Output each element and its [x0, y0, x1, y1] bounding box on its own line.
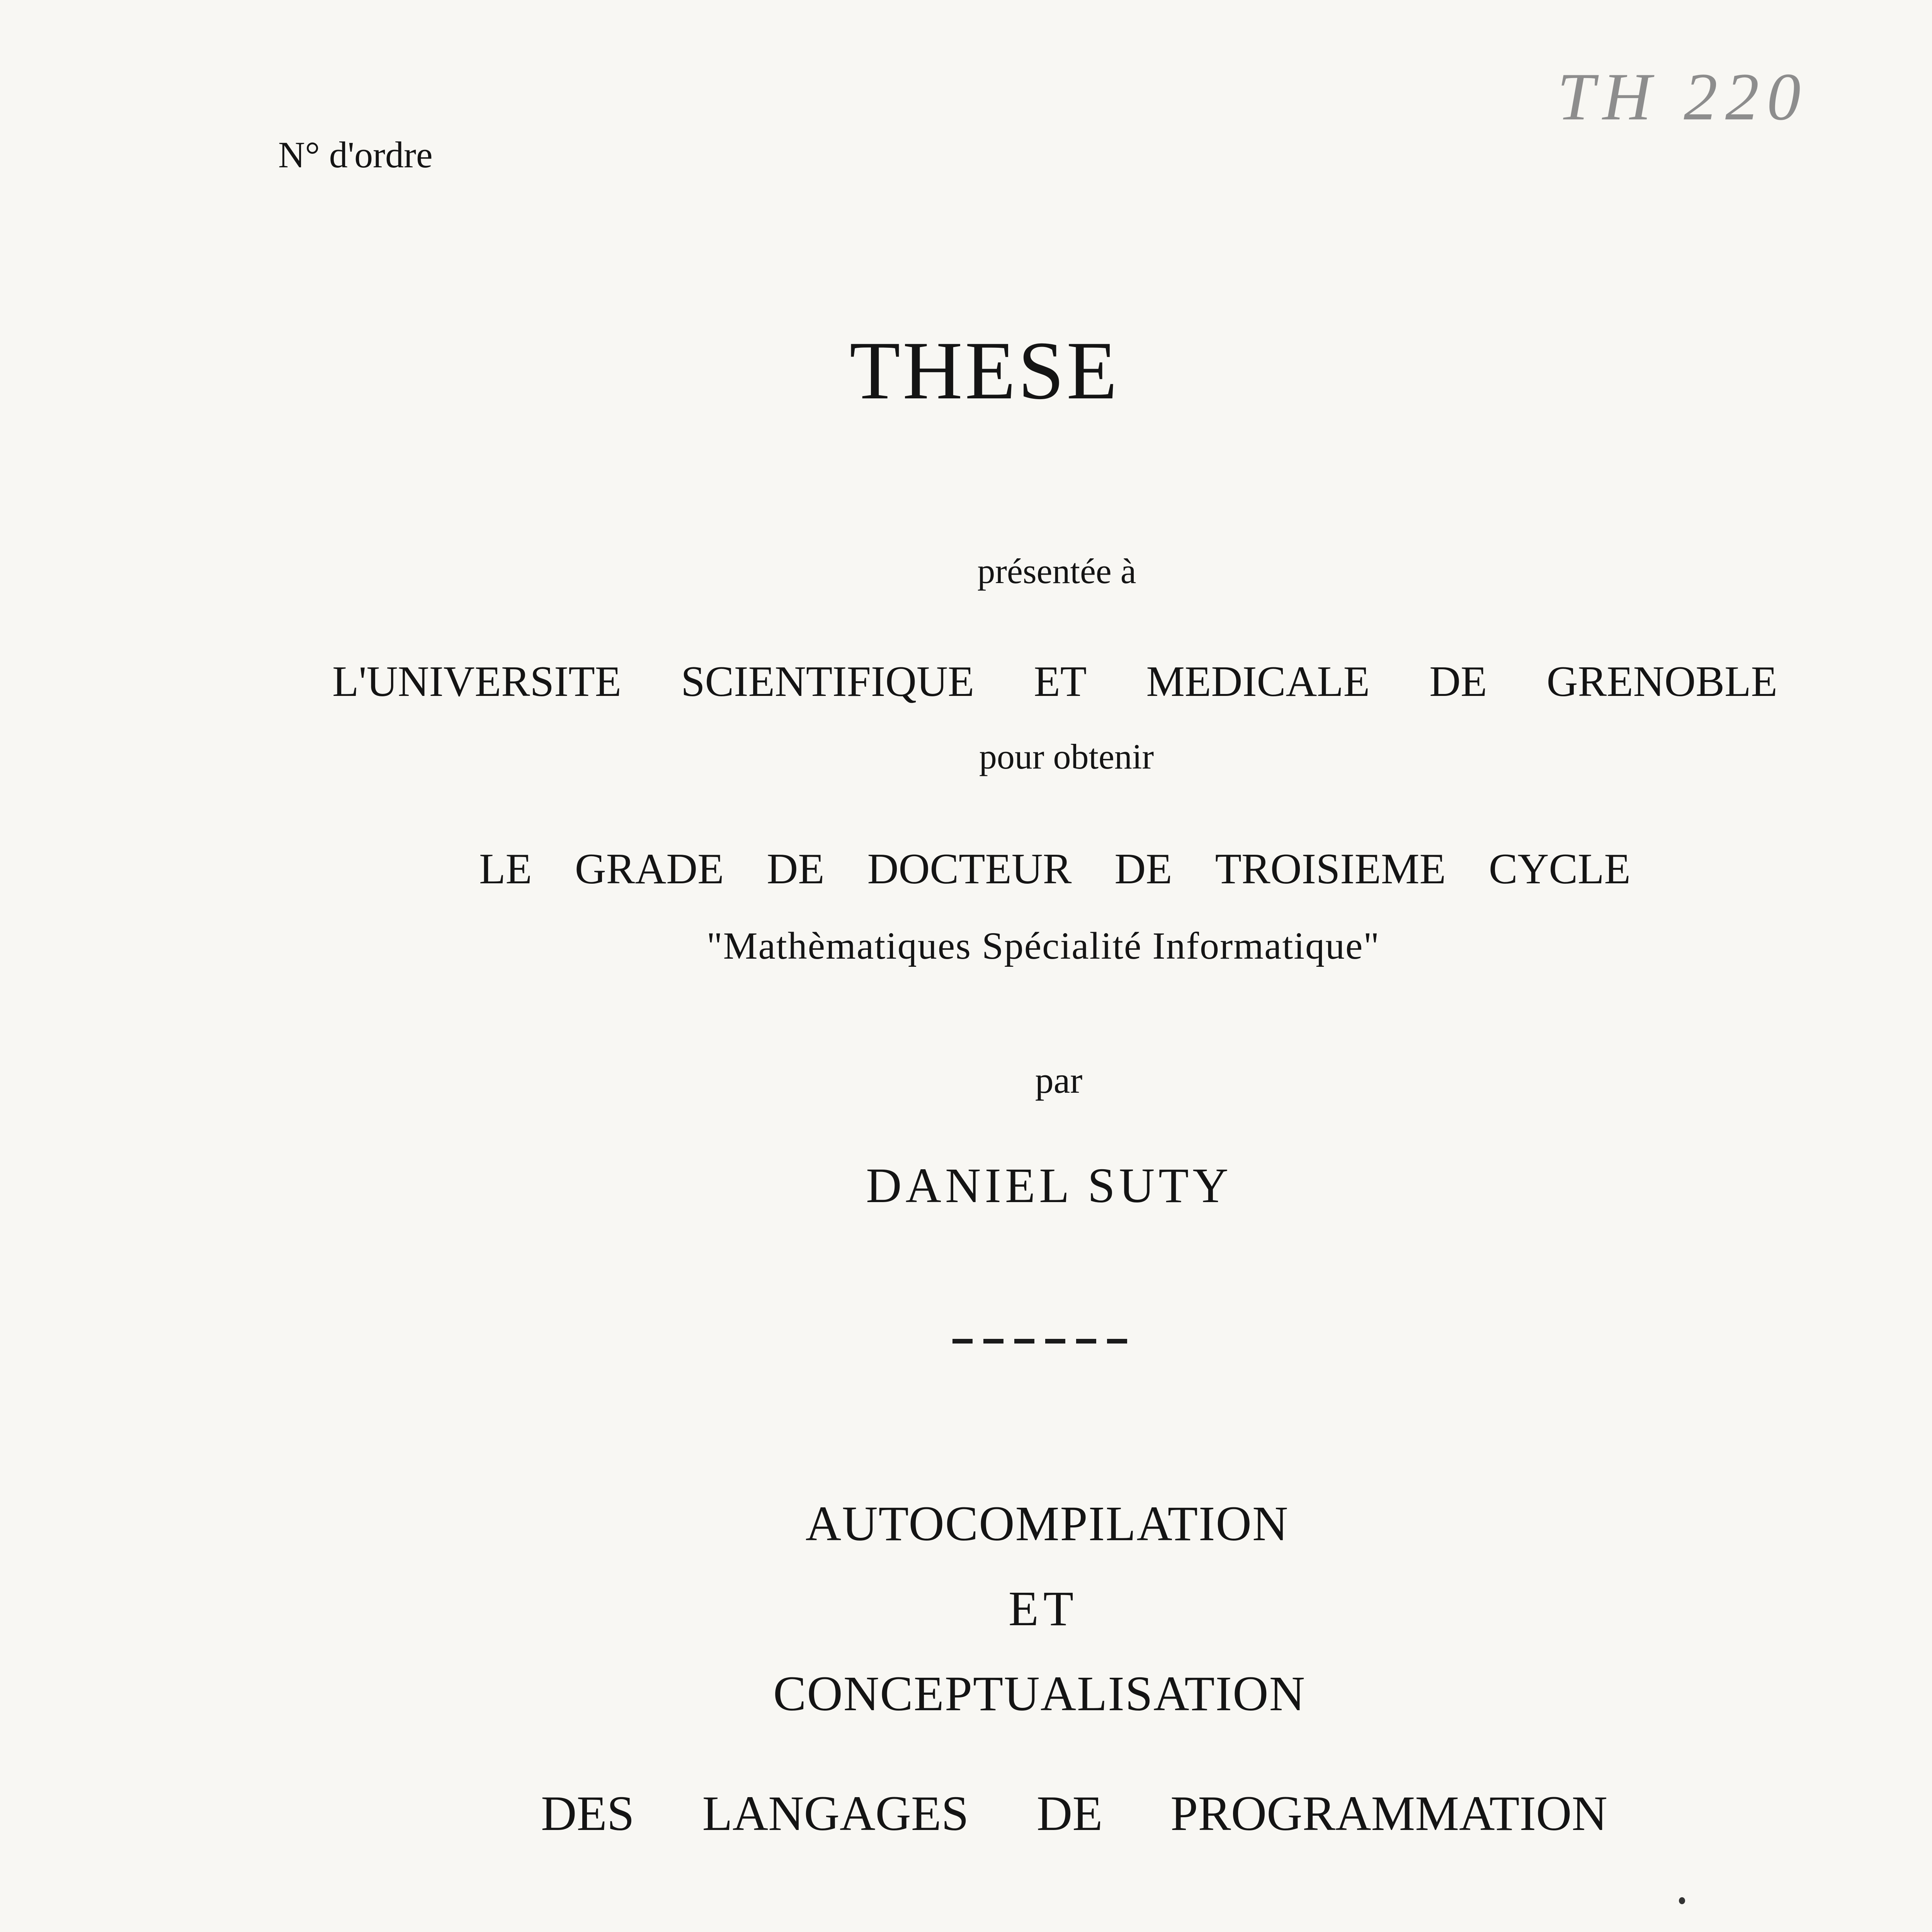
title-word: DE	[1036, 1786, 1103, 1841]
title-word: DES	[541, 1786, 634, 1841]
grade-word: TROISIEME	[1215, 845, 1446, 893]
grade-word: CYCLE	[1488, 845, 1631, 893]
grade-word: GRADE	[575, 845, 724, 893]
university-line	[332, 657, 1777, 707]
dash	[952, 1339, 973, 1344]
thesis-title-line4	[541, 1785, 1607, 1842]
dash	[1045, 1339, 1065, 1344]
grade-word: LE	[479, 845, 532, 893]
university-word: ET	[1034, 658, 1087, 706]
grade-word: DE	[767, 845, 825, 893]
archive-mark: TH 220	[1557, 59, 1808, 134]
grade-word: DE	[1114, 845, 1172, 893]
dash	[983, 1339, 1003, 1344]
presentee-text: présentée à	[977, 551, 1136, 591]
specialite-text: "Mathèmatiques Spécialité Informatique"	[706, 924, 1380, 967]
document-title: THESE	[849, 324, 1120, 417]
grade-line	[479, 844, 1631, 894]
university-word: SCIENTIFIQUE	[681, 658, 975, 706]
grade-word: DOCTEUR	[867, 845, 1072, 893]
dash	[1076, 1339, 1096, 1344]
university-word: GRENOBLE	[1546, 658, 1777, 706]
title-word: LANGAGES	[702, 1786, 969, 1841]
dash	[1014, 1339, 1034, 1344]
par-text: par	[1035, 1060, 1083, 1101]
thesis-title-line1: AUTOCOMPILATION	[805, 1496, 1289, 1551]
author-name: DANIEL SUTY	[866, 1158, 1232, 1213]
scan-speck	[1679, 1897, 1685, 1904]
university-word: L'UNIVERSITE	[332, 658, 622, 706]
thesis-title-line3: CONCEPTUALISATION	[773, 1666, 1306, 1721]
pour-obtenir-text: pour obtenir	[979, 737, 1154, 776]
university-word: MEDICALE	[1146, 658, 1370, 706]
thesis-title-line2: ET	[1008, 1581, 1078, 1636]
dash	[1107, 1339, 1127, 1344]
university-word: DE	[1429, 658, 1487, 706]
ordre-label: N° d'ordre	[278, 134, 433, 175]
title-word: PROGRAMMATION	[1170, 1786, 1607, 1841]
